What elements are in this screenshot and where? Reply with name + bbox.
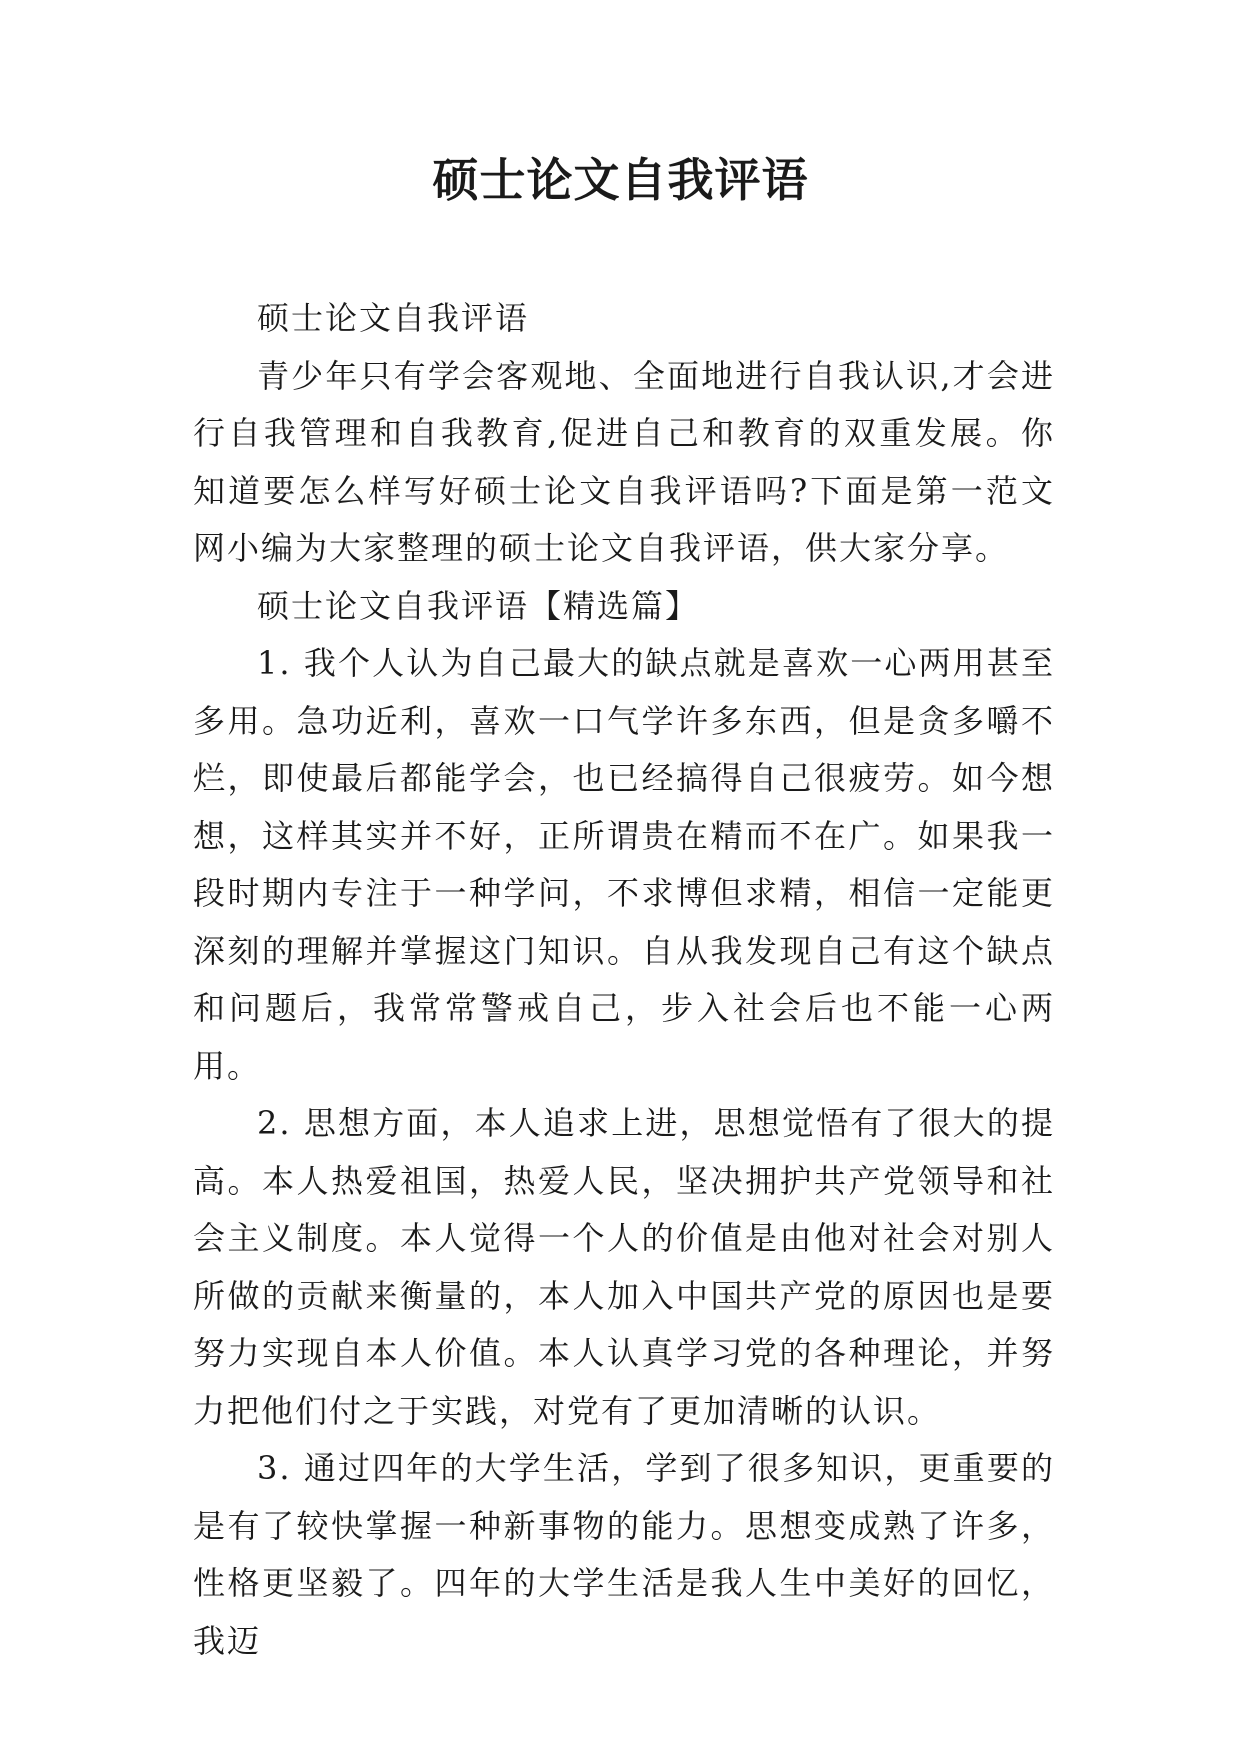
paragraph-intro: 青少年只有学会客观地、全面地进行自我认识,才会进行自我管理和自我教育,促进自己和教育的双重发展。你知道要怎么样写好硕士论文自我评语吗?下面是第一范文网小编为大家整理的硕士论文自我评语，供大家分享。	[193, 356, 1055, 567]
paragraph-section-heading: 硕士论文自我评语【精选篇】	[257, 586, 700, 625]
document-title: 硕士论文自我评语	[432, 153, 809, 207]
paragraph-item-1: 1. 我个人认为自己最大的缺点就是喜欢一心两用甚至多用。急功近利，喜欢一口气学许多东西，但是贪多嚼不烂，即使最后都能学会，也已经搞得自己很疲劳。如今想想，这样其实并不好，正所谓贵在精而不在广。如果我一段时期内专注于一种学问，不求博但求精，相信一定能更深刻的理解并掌握这门知识。自从我发现自己有这个缺点和问题后，我常常警戒自己，步入社会后也不能一心两用。	[193, 644, 1055, 1085]
paragraph-item-3: 3. 通过四年的大学生活，学到了很多知识，更重要的是有了较快掌握一种新事物的能力。思想变成熟了许多，性格更坚毅了。四年的大学生活是我人生中美好的回忆，我迈	[193, 1449, 1055, 1660]
paragraph-item-2: 2. 思想方面，本人追求上进，思想觉悟有了很大的提高。本人热爱祖国，热爱人民，坚决拥护共产党领导和社会主义制度。本人觉得一个人的价值是由他对社会对别人所做的贡献来衡量的，本人加入中国共产党的原因也是要努力实现自本人价值。本人认真学习党的各种理论，并努力把他们付之于实践，对党有了更加清晰的认识。	[193, 1104, 1055, 1430]
document-body	[193, 290, 1055, 1670]
paragraph-heading: 硕士论文自我评语	[257, 299, 530, 337]
